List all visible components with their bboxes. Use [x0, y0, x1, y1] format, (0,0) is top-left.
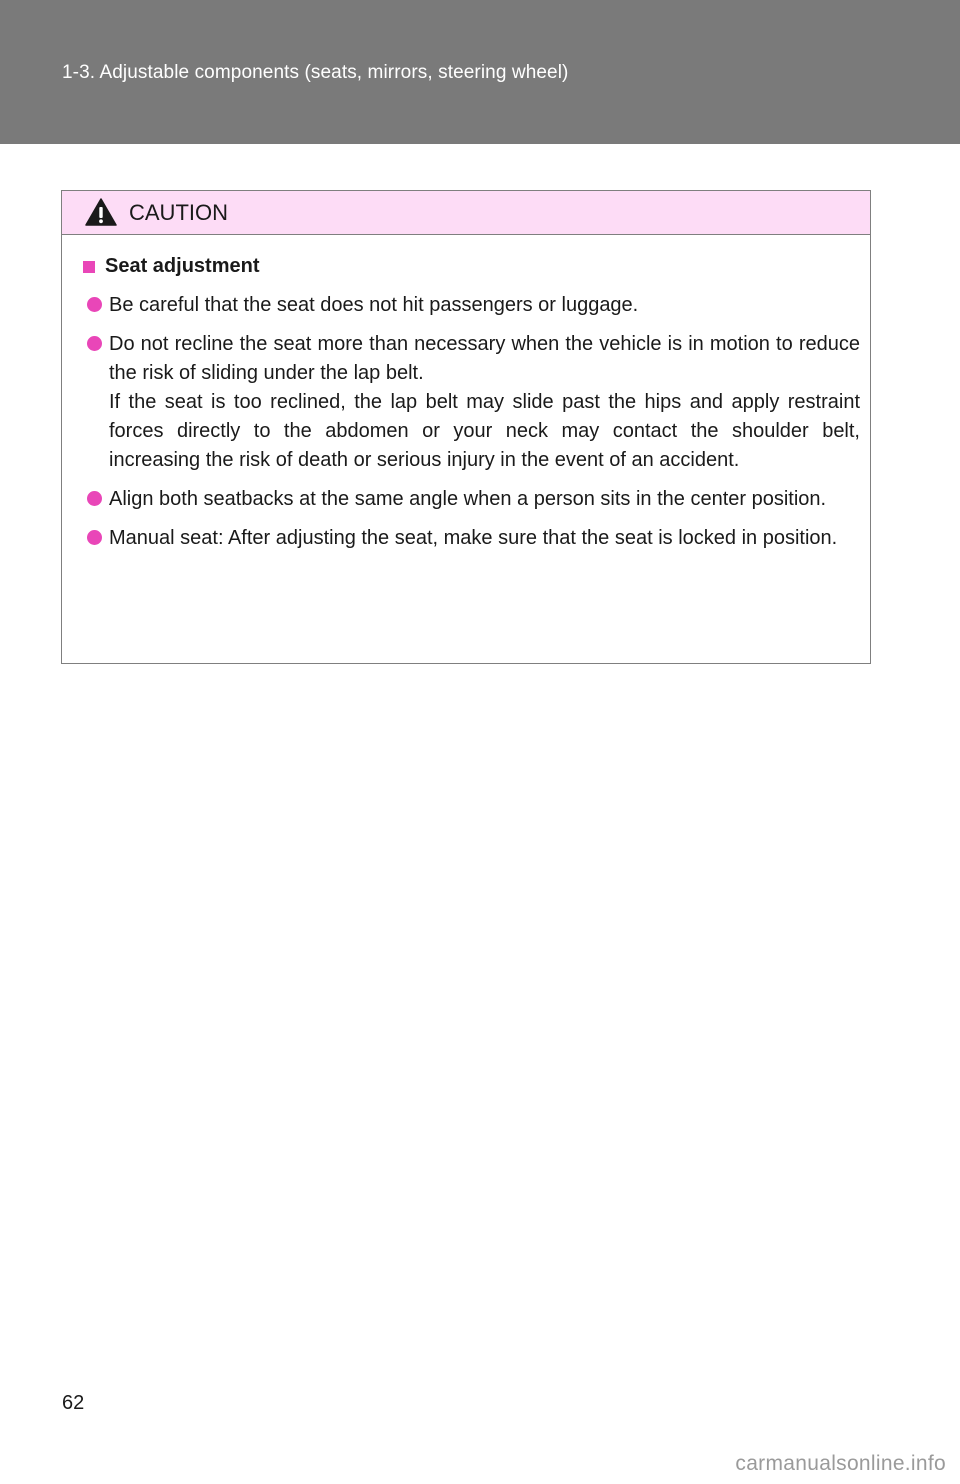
section-header-title: 1-3. Adjustable components (seats, mirrors, steering wheel)	[62, 62, 569, 83]
bullet-icon	[87, 297, 102, 312]
page-number: 62	[62, 1392, 85, 1414]
list-item-text: Be careful that the seat does not hit passengers or luggage.	[109, 294, 639, 316]
list-item	[84, 291, 860, 320]
list-item	[84, 485, 860, 514]
list-item	[84, 330, 860, 475]
warning-triangle-icon	[85, 198, 117, 226]
list-item-detail: If the seat is too reclined, the lap belt may slide past the hips and apply restraint forces directly to the abdomen or your neck may contact the shoulder belt, increasing the risk of death or serious injury in the event of an accident.	[109, 391, 860, 471]
caution-header	[62, 191, 870, 235]
watermark: carmanualsonline.info	[735, 1452, 946, 1475]
bullet-icon	[87, 336, 102, 351]
square-bullet-icon	[83, 261, 95, 273]
page-header	[0, 0, 960, 144]
caution-box	[61, 190, 871, 664]
list-item-text: Do not recline the seat more than necessary when the vehicle is in motion to reduce the risk of sliding under the lap belt.	[109, 333, 860, 384]
list-item	[84, 524, 860, 553]
bullet-icon	[87, 491, 102, 506]
bullet-icon	[87, 530, 102, 545]
caution-label: CAUTION	[129, 200, 228, 225]
list-item-text: Align both seatbacks at the same angle when a person sits in the center position.	[109, 488, 827, 510]
caution-list	[84, 291, 860, 563]
section-heading	[81, 255, 259, 278]
section-heading-text: Seat adjustment	[105, 255, 260, 277]
list-item-text: Manual seat: After adjusting the seat, make sure that the seat is locked in position.	[109, 527, 838, 549]
